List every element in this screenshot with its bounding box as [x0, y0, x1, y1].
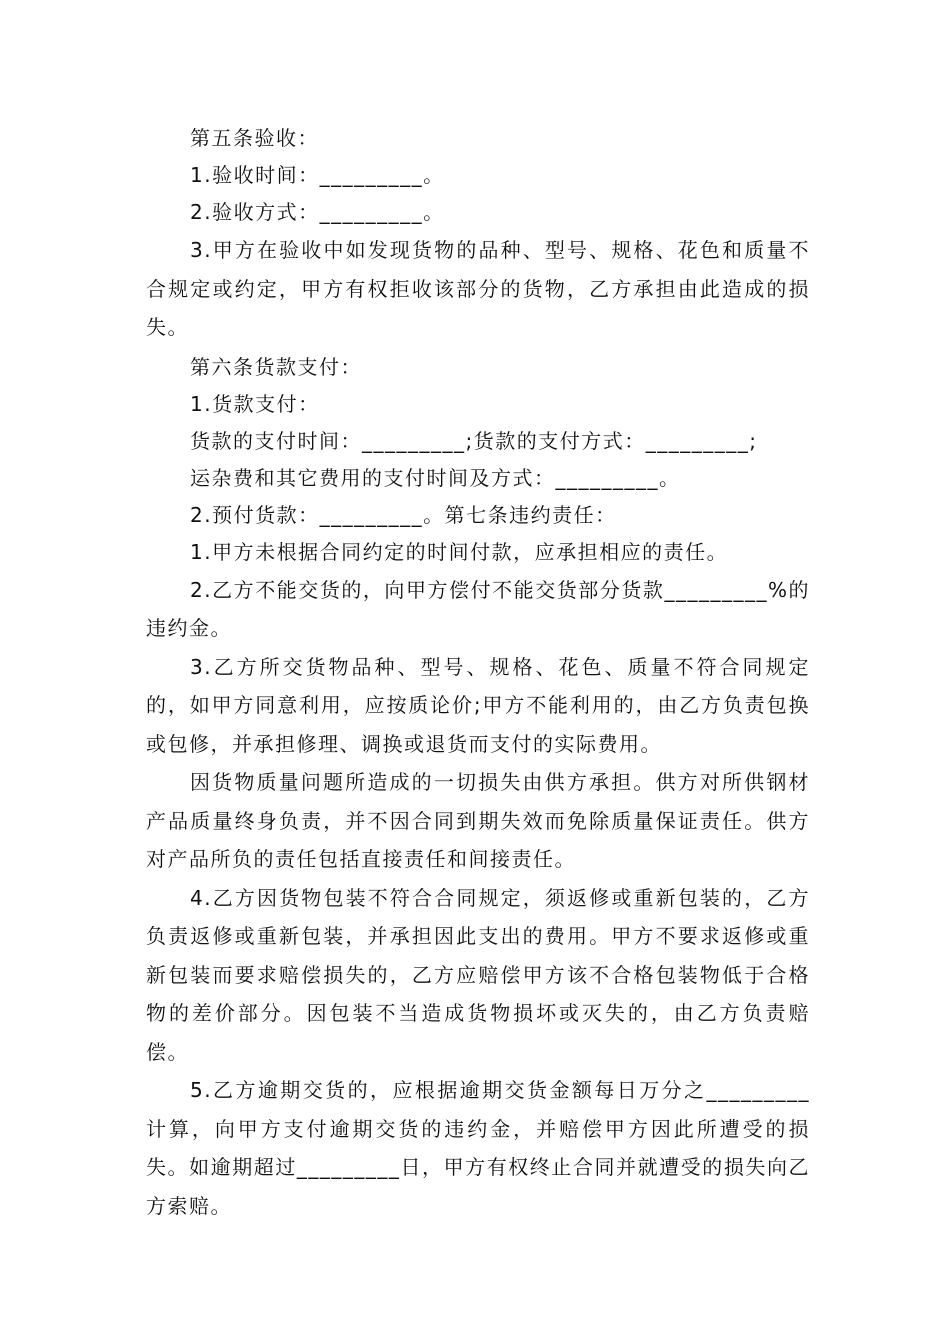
clause-liability-nonconforming-goods: 3.乙方所交货物品种、型号、规格、花色、质量不符合同规定的，如甲方同意利用，应按质论价;甲方不能利用的，由乙方负责包换或包修，并承担修理、调换或退货而支付的实际费用。	[146, 654, 810, 756]
clause-liability-late-delivery: 5.乙方逾期交货的，应根据逾期交货金额每日万分之_________计算，向甲方支付逾期交货的违约金，并赔偿甲方因此所遭受的损失。如逾期超过_________日，甲方有权终止合同并就遭受的损失向乙方索赔。	[146, 1078, 810, 1218]
clause-prepayment-and-liability-heading: 2.预付货款：_________。第七条违约责任：	[190, 502, 617, 527]
clause-liability-late-payment: 1.甲方未根据合同约定的时间付款，应承担相应的责任。	[190, 539, 729, 564]
clause-acceptance-method: 2.验收方式：_________。	[190, 200, 445, 224]
clause-freight-payment: 运杂费和其它费用的支付时间及方式：_________。	[190, 465, 681, 490]
section-heading-payment: 第六条货款支付：	[190, 354, 362, 379]
clause-quality-responsibility: 因货物质量问题所造成的一切损失由供方承担。供方对所供钢材产品质量终身负责，并不因合同到期失效而免除质量保证责任。供方对产品所负的责任包括直接责任和间接责任。	[146, 770, 810, 871]
clause-acceptance-rejection: 3.甲方在验收中如发现货物的品种、型号、规格、花色和质量不合规定或约定，甲方有权拒收该部分的货物，乙方承担由此造成的损失。	[146, 238, 810, 339]
clause-liability-non-delivery: 2.乙方不能交货的，向甲方偿付不能交货部分货款_________%的违约金。	[146, 577, 810, 640]
section-heading-acceptance: 第五条验收：	[190, 126, 319, 150]
clause-liability-packaging: 4.乙方因货物包装不符合合同规定，须返修或重新包装的，乙方负责返修或重新包装，并承担因此支出的费用。甲方不要求返修或重新包装而要求赔偿损失的，乙方应赔偿甲方该不合格包装物低于合格物的差价部分。因包装不当造成货物损坏或灭失的，由乙方负责赔偿。	[146, 885, 810, 1064]
clause-acceptance-time: 1.验收时间：_________。	[190, 163, 445, 187]
document-body	[146, 120, 810, 1225]
clause-payment: 1.货款支付：	[190, 391, 320, 416]
clause-payment-time-method: 货款的支付时间：_________;货款的支付方式：_________;	[190, 428, 758, 453]
